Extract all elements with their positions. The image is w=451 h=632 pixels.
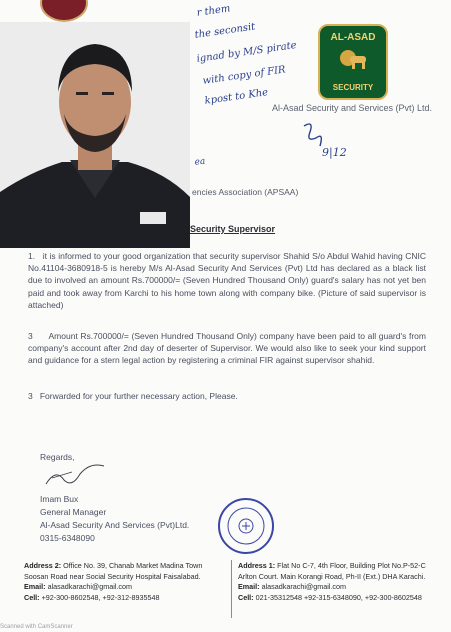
address-label: Address 2:	[24, 561, 62, 570]
cell-value: +92-300-8602548, +92-312-8935548	[41, 592, 160, 602]
logo-top-text: AL-ASAD	[330, 32, 376, 43]
cell-value: 021-35312548 +92-315-6348090, +92-300-8602548	[255, 592, 422, 602]
signer-name: Imam Bux	[40, 494, 79, 504]
email-value: alasadkarachi@gmail.com	[47, 582, 132, 592]
person-photo-icon	[0, 22, 190, 248]
address-line: Arlton Court. Main Korangi Road, Ph-II (Ext.) DHA Karachi.	[238, 571, 426, 581]
cell-label: Cell:	[24, 592, 40, 602]
address-line: Office No. 39, Chanab Market Madina Town	[63, 561, 203, 570]
paragraph-number: 3	[28, 391, 33, 401]
address-left	[24, 561, 230, 603]
scanner-footer: Scanned with CamScanner	[0, 624, 73, 630]
subject-line: Security Supervisor	[190, 224, 276, 234]
company-stamp	[218, 498, 274, 554]
company-logo	[318, 24, 388, 100]
signer-phone: 0315-6348090	[40, 533, 95, 543]
cell-label: Cell:	[238, 592, 254, 602]
paragraph-text: Amount Rs.700000/= (Seven Hundred Thousand Only) company have been paid to all guard's from company's account after 2nd day of deserter of Supervisor. We would also like to seek your kind support and guidance for a stern legal action by registering a criminal FIR against supervisor shahid.	[28, 331, 426, 366]
paragraph-1	[28, 250, 426, 311]
signer-company: Al-Asad Security And Services (Pvt)Ltd.	[40, 520, 190, 530]
paragraph-text: Forwarded for your further necessary action, Please.	[39, 391, 238, 401]
address-label: Address 1:	[238, 561, 276, 570]
handwritten-line: with copy of FIR	[202, 64, 287, 87]
handwritten-line: r them	[196, 3, 232, 19]
address-line: Flat No C-7, 4th Floor, Building Plot No.P-52-C	[277, 561, 426, 570]
signature-icon	[42, 458, 108, 492]
stamp-icon	[220, 500, 272, 552]
paragraph-2	[28, 330, 426, 367]
top-seal-icon	[40, 0, 88, 22]
address-divider	[231, 560, 232, 618]
association-line: encies Association (APSAA)	[192, 187, 299, 197]
logo-bottom-text: SECURITY	[332, 83, 374, 92]
email-label: Email:	[24, 582, 46, 592]
paragraph-number: 1.	[28, 251, 36, 261]
address-right	[238, 561, 448, 603]
paragraph-text: it is informed to your good organization that security supervisor Shahid S/o Abdul Wahid having CNIC No.41104-3680918-5 is hereby M/s Al-Asad Security And Services (Pvt) Ltd has declared as a black list due to involved an amount Rs.700000/= (Seven Hundred Thousand Only) guard's salary has not yet ben paid and took away from Karchi to his home town along with company bike. (Picture of said supervisor is attached)	[28, 251, 426, 310]
email-value: alasadkarachi@gmail.com	[261, 582, 346, 592]
handwritten-date: 9|12	[322, 146, 347, 159]
handwritten-line: kpost to Khe	[204, 87, 269, 107]
email-label: Email:	[238, 582, 260, 592]
address-line: Soosan Road near Social Security Hospital Faisalabad.	[24, 571, 201, 581]
regards-text: Regards,	[40, 452, 75, 462]
handwritten-line: ignad by M/S pirate	[196, 39, 298, 65]
lion-icon	[338, 48, 368, 70]
paragraph-number: 3	[28, 331, 33, 341]
handwritten-line: the seconsit	[194, 21, 256, 41]
paragraph-3	[28, 390, 426, 402]
handwritten-line: ea	[194, 156, 206, 168]
company-name: Al-Asad Security and Services (Pvt) Ltd.	[272, 103, 433, 113]
supervisor-photo	[0, 22, 190, 248]
signer-title: General Manager	[40, 507, 107, 517]
